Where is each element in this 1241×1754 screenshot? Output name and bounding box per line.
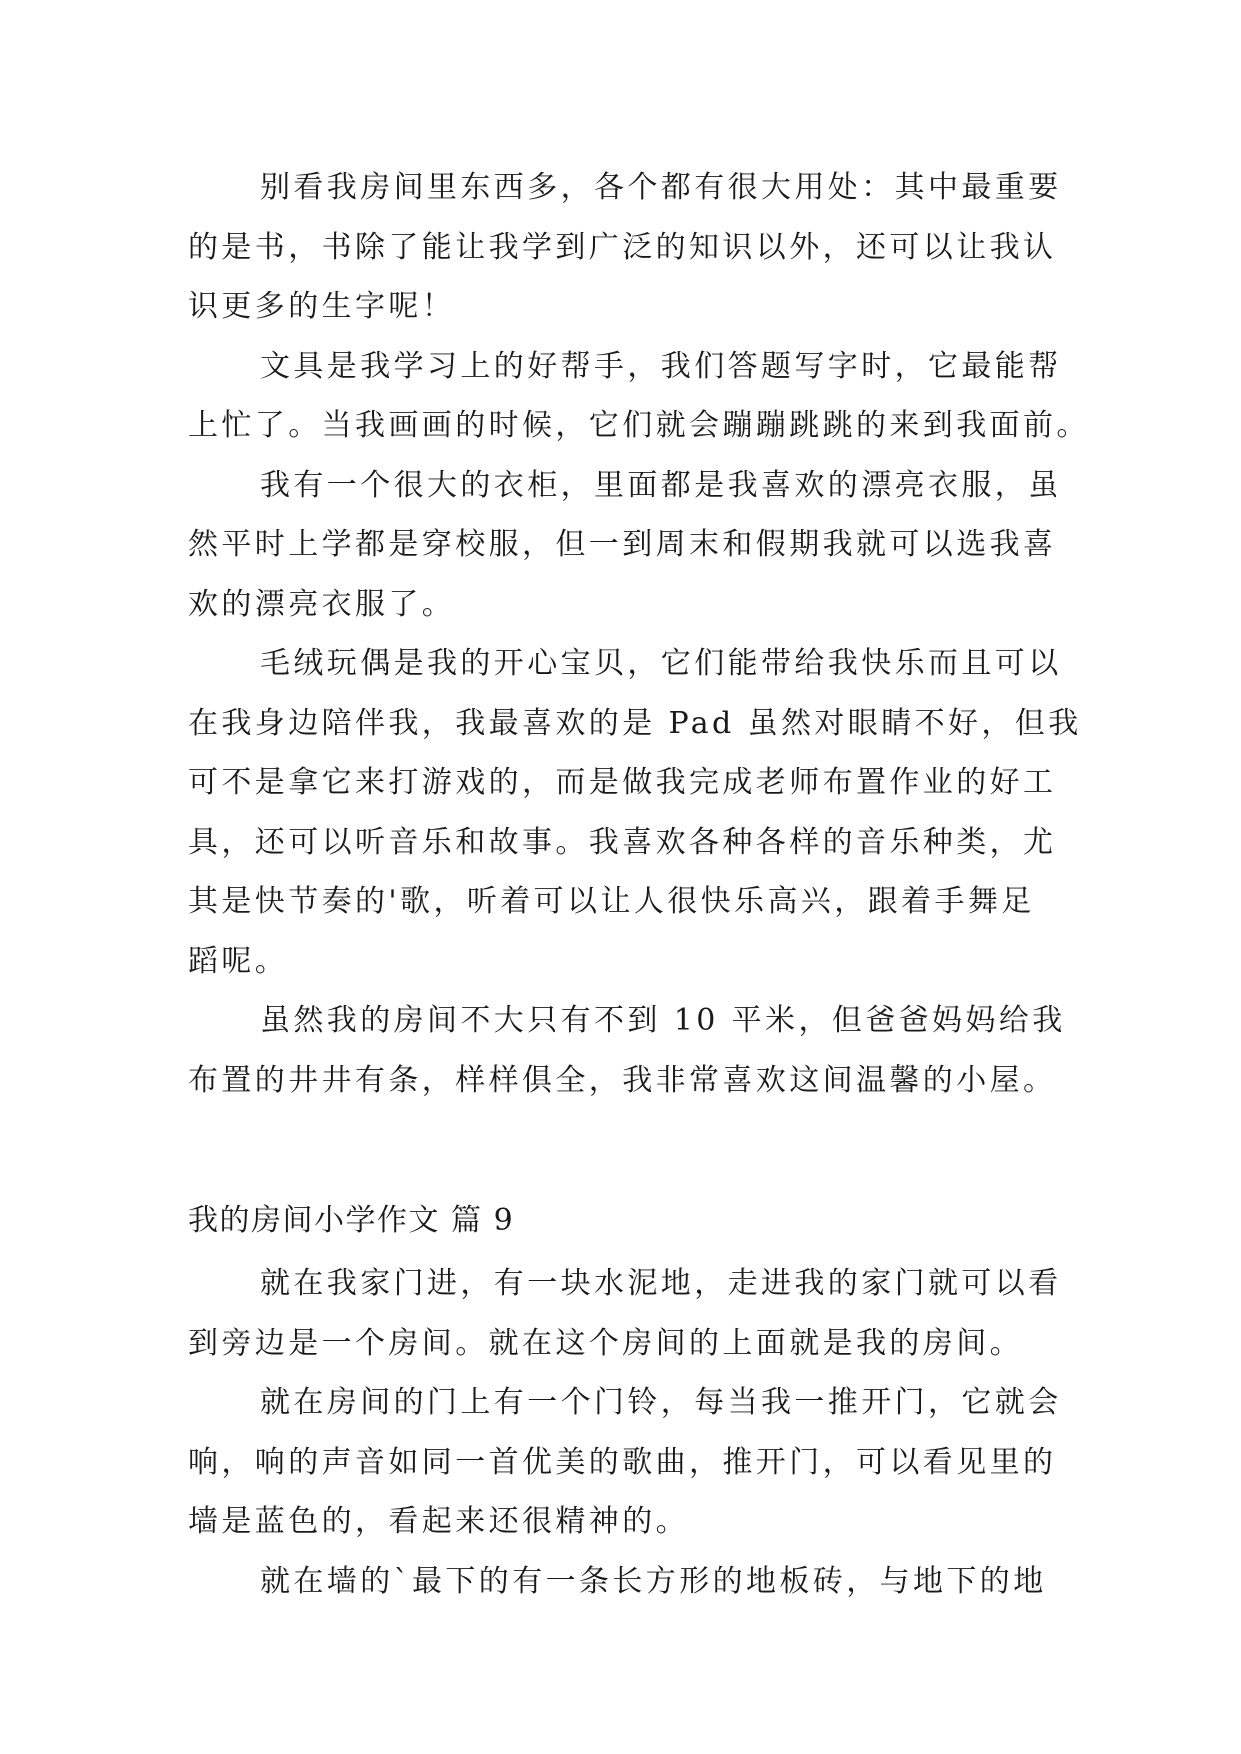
paragraph <box>188 337 1090 456</box>
text-line: 上忙了。当我画画的时候，它们就会蹦蹦跳跳的来到我面前。 <box>188 408 1090 443</box>
text-line: 文具是我学习上的好帮手，我们答题写字时，它最能帮 <box>260 348 1062 384</box>
text-line: 毛绒玩偶是我的开心宝贝，它们能带给我快乐而且可以 <box>260 646 1062 681</box>
text-line: 就在房间的门上有一个门铃，每当我一推开门，它就会 <box>260 1385 1062 1420</box>
text-line: 墙是蓝色的，看起来还很精神的。 <box>188 1504 689 1539</box>
text-line: 的是书，书除了能让我学到广泛的知识以外，还可以让我认 <box>188 229 1057 265</box>
paragraph <box>188 456 1062 635</box>
text-line: 欢的漂亮衣服了。 <box>188 586 456 622</box>
text-line: 到旁边是一个房间。就在这个房间的上面就是我的房间。 <box>188 1325 1023 1361</box>
section-heading: 我的房间小学作文 篇 9 <box>188 1203 515 1238</box>
section-spacer <box>188 1110 1058 1188</box>
paragraph <box>188 634 1082 991</box>
text-line: 虽然我的房间不大只有不到 10 平米，但爸爸妈妈给我 <box>260 1003 1066 1038</box>
text-line: 别看我房间里东西多，各个都有很大用处：其中最重要 <box>260 170 1062 205</box>
text-line: 布置的井井有条，样样俱全，我非常喜欢这间温馨的小屋。 <box>188 1062 1057 1098</box>
document-page <box>188 158 1090 1611</box>
text-line: 然平时上学都是穿校服，但一到周末和假期我就可以选我喜 <box>188 527 1057 562</box>
text-line: 其是快节奏的'歌，听着可以让人很快乐高兴，跟着手舞足 <box>188 884 1035 919</box>
paragraph <box>188 1373 1062 1552</box>
text-line: 蹈呢。 <box>188 943 289 979</box>
paragraph <box>188 1552 1058 1612</box>
text-line: 就在我家门进，有一块水泥地，走进我的家门就可以看 <box>260 1266 1062 1301</box>
text-line: 具，还可以听音乐和故事。我喜欢各种各样的音乐种类，尤 <box>188 824 1057 860</box>
text-line: 就在墙的`最下的有一条长方形的地板砖，与地下的地 <box>260 1563 1047 1599</box>
text-line: 响，响的声音如同一首优美的歌曲，推开门，可以看见里的 <box>188 1444 1057 1480</box>
text-line: 我有一个很大的衣柜，里面都是我喜欢的漂亮衣服，虽 <box>260 467 1062 503</box>
text-line: 在我身边陪伴我，我最喜欢的是 Pad 虽然对眼睛不好，但我 <box>188 705 1082 741</box>
text-line: 可不是拿它来打游戏的，而是做我完成老师布置作业的好工 <box>188 765 1057 800</box>
paragraph <box>188 991 1066 1110</box>
paragraph <box>188 1254 1062 1373</box>
text-line: 识更多的生字呢！ <box>188 289 456 324</box>
paragraph <box>188 158 1062 337</box>
